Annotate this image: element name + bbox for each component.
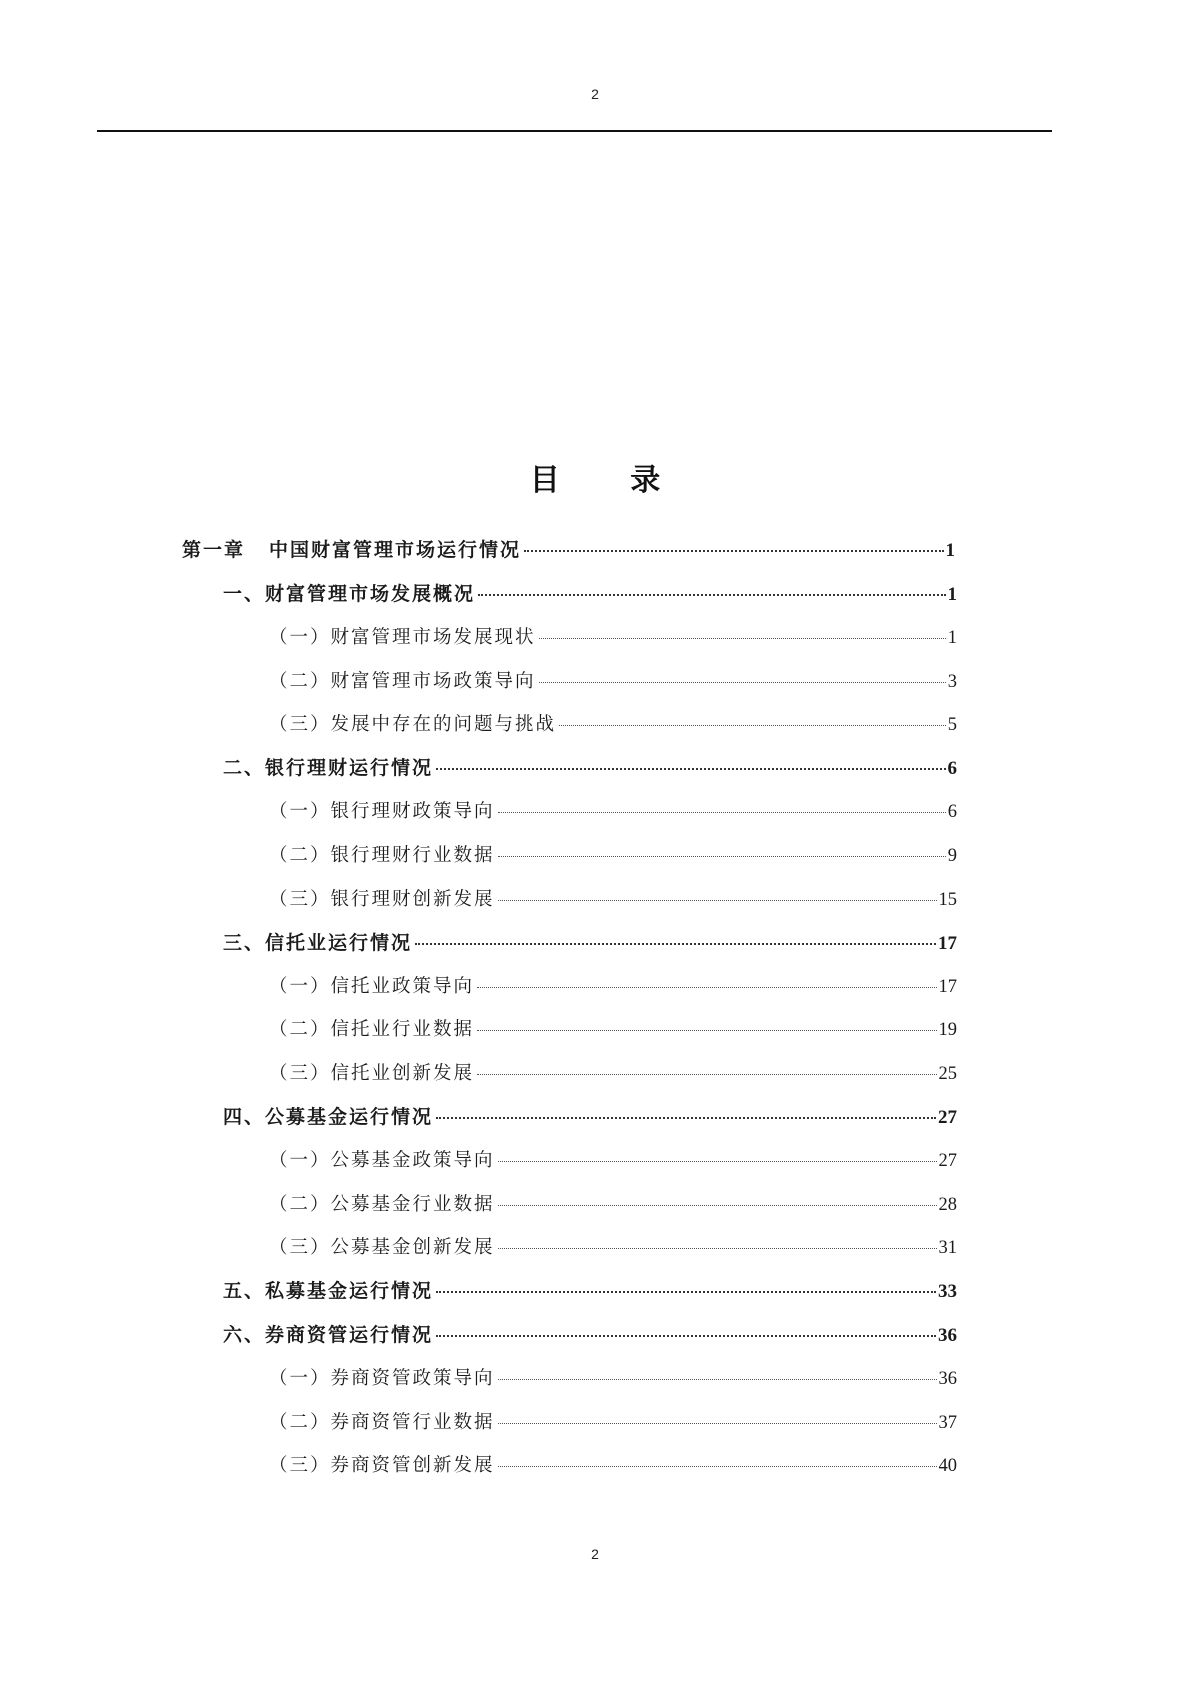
- toc-subsection-row[interactable]: [0, 1442, 1190, 1486]
- toc-page-number: 27: [938, 1151, 957, 1172]
- toc-entry-label: （三）公募基金创新发展: [269, 1237, 495, 1259]
- toc-page-number: 28: [938, 1194, 957, 1215]
- toc-subsection-row[interactable]: [0, 876, 1190, 920]
- toc-page-number: 27: [938, 1107, 957, 1129]
- toc-entry-label: （三）券商资管创新发展: [269, 1455, 495, 1477]
- toc-page-number: 33: [938, 1281, 957, 1303]
- toc-section-row[interactable]: [0, 1312, 1190, 1356]
- toc-page-number: 17: [938, 932, 957, 954]
- toc-entry-label: 六、券商资管运行情况: [223, 1323, 434, 1346]
- toc-subsection-row[interactable]: [0, 1050, 1190, 1094]
- toc-page-number: 25: [938, 1063, 957, 1084]
- toc-section-row[interactable]: [0, 1268, 1190, 1312]
- toc-page-number: 19: [938, 1020, 957, 1041]
- toc-subsection-row[interactable]: [0, 1225, 1190, 1269]
- toc-entry-label: （三）银行理财创新发展: [269, 888, 495, 910]
- toc-entry-label: [182, 535, 521, 562]
- toc-subsection-row[interactable]: [0, 1007, 1190, 1051]
- toc-page-number: 6: [947, 758, 957, 780]
- toc-page-number: 5: [947, 715, 957, 736]
- toc-entry-label: （一）财富管理市场发展现状: [269, 626, 536, 648]
- toc-subsection-row[interactable]: [0, 1137, 1190, 1181]
- toc-page-number: 37: [938, 1412, 957, 1433]
- toc-page-number: 1: [947, 627, 957, 648]
- toc-subsection-row[interactable]: [0, 963, 1190, 1007]
- toc-page-number: 3: [947, 671, 957, 692]
- toc-dot-leader: [477, 1074, 936, 1075]
- toc-dot-leader: [498, 856, 946, 857]
- toc-dot-leader: [498, 1205, 937, 1206]
- toc-subsection-row[interactable]: [0, 614, 1190, 658]
- toc-page-number: 31: [938, 1238, 957, 1259]
- table-of-contents: [0, 527, 1190, 1486]
- toc-chapter-title: 中国财富管理市场运行情况: [269, 539, 522, 562]
- toc-page-number: 6: [947, 802, 957, 823]
- toc-dot-leader: [539, 682, 946, 683]
- toc-page-number: 17: [938, 976, 957, 997]
- header-divider: [97, 130, 1052, 132]
- toc-entry-label: （二）信托业行业数据: [269, 1019, 475, 1041]
- toc-page-number: 15: [938, 889, 957, 910]
- toc-dot-leader: [436, 768, 945, 770]
- toc-entry-label: （一）银行理财政策导向: [269, 801, 495, 823]
- toc-dot-leader: [436, 1291, 936, 1293]
- toc-dot-leader: [498, 900, 937, 901]
- toc-entry-label: 四、公募基金运行情况: [223, 1106, 434, 1129]
- toc-dot-leader: [477, 987, 936, 988]
- toc-dot-leader: [539, 638, 946, 639]
- toc-entry-label: 一、财富管理市场发展概况: [223, 582, 476, 605]
- toc-subsection-row[interactable]: [0, 1399, 1190, 1443]
- toc-section-row[interactable]: [0, 745, 1190, 789]
- toc-chapter-row[interactable]: [0, 527, 1190, 571]
- toc-dot-leader: [478, 594, 945, 596]
- toc-dot-leader: [436, 1335, 936, 1337]
- toc-entry-label: （二）银行理财行业数据: [269, 844, 495, 866]
- toc-entry-label: （二）公募基金行业数据: [269, 1193, 495, 1215]
- toc-page-number: 36: [938, 1324, 957, 1346]
- toc-entry-label: （一）信托业政策导向: [269, 975, 475, 997]
- toc-subsection-row[interactable]: [0, 658, 1190, 702]
- toc-subsection-row[interactable]: [0, 1181, 1190, 1225]
- toc-dot-leader: [436, 1117, 936, 1119]
- toc-page-number: 1: [947, 583, 957, 605]
- toc-dot-leader: [559, 725, 946, 726]
- toc-entry-label: （二）券商资管行业数据: [269, 1411, 495, 1433]
- toc-subsection-row[interactable]: [0, 701, 1190, 745]
- toc-entry-label: 二、银行理财运行情况: [223, 757, 434, 780]
- toc-dot-leader: [498, 1466, 937, 1467]
- toc-subsection-row[interactable]: [0, 1355, 1190, 1399]
- toc-subsection-row[interactable]: [0, 832, 1190, 876]
- toc-dot-leader: [477, 1030, 936, 1031]
- toc-chapter-number: 第一章: [182, 539, 246, 562]
- toc-dot-leader: [498, 1423, 937, 1424]
- footer-page-number: 2: [591, 1546, 599, 1562]
- header-page-number: 2: [591, 86, 599, 102]
- toc-dot-leader: [498, 812, 946, 813]
- toc-page-number: 1: [945, 540, 955, 562]
- toc-entry-label: （二）财富管理市场政策导向: [269, 670, 536, 692]
- toc-entry-label: （三）信托业创新发展: [269, 1062, 475, 1084]
- toc-entry-label: （一）公募基金政策导向: [269, 1150, 495, 1172]
- toc-dot-leader: [415, 943, 936, 945]
- toc-section-row[interactable]: [0, 919, 1190, 963]
- toc-page-number: 36: [938, 1369, 957, 1390]
- toc-title: 目 录: [529, 463, 691, 498]
- toc-entry-label: （一）券商资管政策导向: [269, 1368, 495, 1390]
- toc-section-row[interactable]: [0, 571, 1190, 615]
- toc-entry-label: 三、信托业运行情况: [223, 931, 413, 954]
- toc-page-number: 9: [947, 845, 957, 866]
- toc-dot-leader: [498, 1161, 937, 1162]
- toc-subsection-row[interactable]: [0, 789, 1190, 833]
- toc-dot-leader: [498, 1248, 937, 1249]
- toc-dot-leader: [524, 550, 943, 552]
- toc-page-number: 40: [938, 1456, 957, 1477]
- toc-entry-label: （三）发展中存在的问题与挑战: [269, 714, 557, 736]
- toc-section-row[interactable]: [0, 1094, 1190, 1138]
- toc-entry-label: 五、私募基金运行情况: [223, 1280, 434, 1303]
- toc-dot-leader: [498, 1379, 937, 1380]
